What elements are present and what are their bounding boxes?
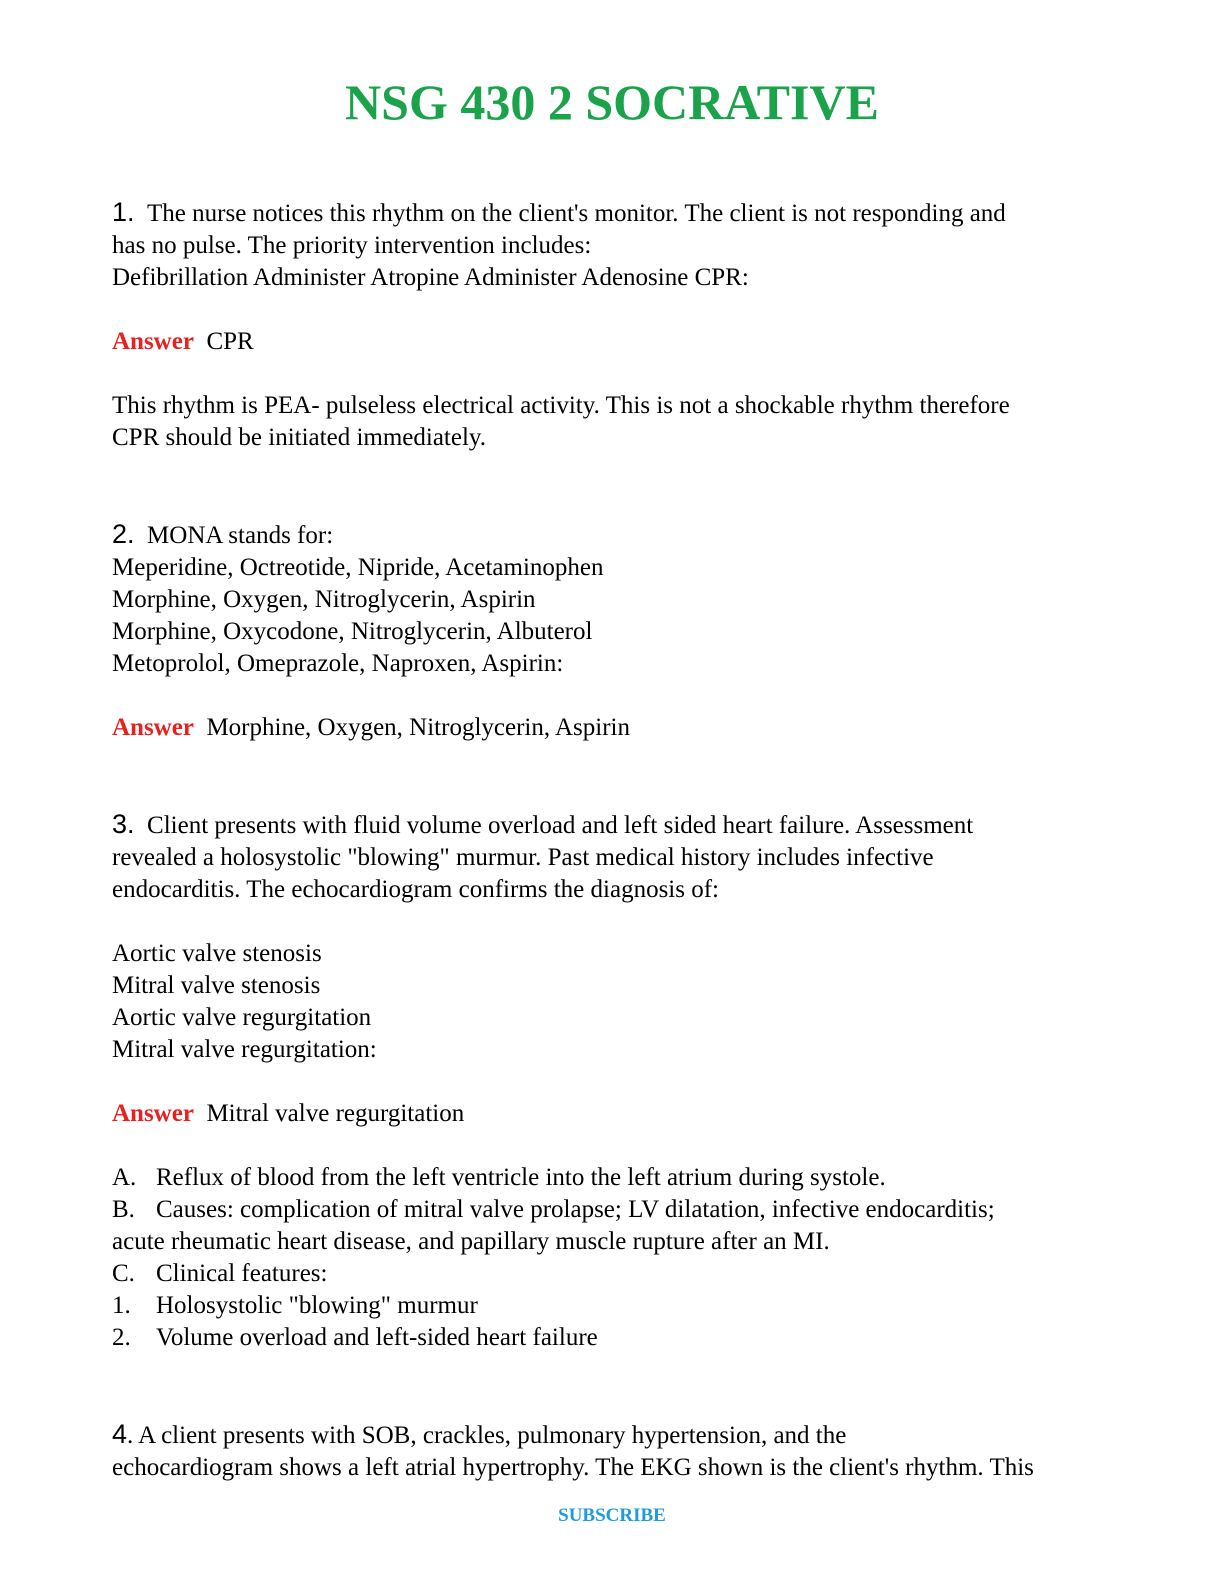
document-body	[112, 196, 1112, 1484]
option-line: Morphine, Oxycodone, Nitroglycerin, Albuterol	[112, 618, 593, 645]
explanation-text: Causes: complication of mitral valve prolapse; LV dilatation, infective endocarditis;	[156, 1196, 995, 1223]
option-line: Mitral valve regurgitation:	[112, 1036, 377, 1063]
explanation-text: acute rheumatic heart disease, and papillary muscle rupture after an MI.	[112, 1228, 830, 1255]
question-number: 2.	[112, 519, 135, 549]
explanation-text: Holosystolic "blowing" murmur	[156, 1292, 478, 1319]
explanation-item	[112, 1162, 1112, 1194]
page-title: NSG 430 2 SOCRATIVE	[345, 74, 879, 130]
option-line: Aortic valve regurgitation	[112, 1004, 372, 1031]
list-marker: B.	[112, 1196, 135, 1223]
question-text: . A client presents with SOB, crackles, pulmonary hypertension, and the	[127, 1422, 847, 1449]
answer-line	[112, 1098, 1112, 1130]
question-4	[112, 1418, 1112, 1484]
answer-line	[112, 326, 1112, 358]
question-3-line-1	[112, 808, 1112, 842]
answer-text: Morphine, Oxygen, Nitroglycerin, Aspirin	[206, 714, 630, 741]
question-1	[112, 196, 1112, 454]
option-line: Meperidine, Octreotide, Nipride, Acetaminophen	[112, 554, 604, 581]
question-1-line-2: has no pulse. The priority intervention includes:	[112, 232, 592, 259]
explanation-item	[112, 1322, 1112, 1354]
question-number: 1.	[112, 197, 135, 227]
question-4-line-2: echocardiogram shows a left atrial hypertrophy. The EKG shown is the client's rhythm. This	[112, 1454, 1034, 1481]
question-4-line-1	[112, 1418, 1112, 1452]
option-line: Morphine, Oxygen, Nitroglycerin, Aspirin	[112, 586, 536, 613]
explanation-item	[112, 1258, 1112, 1290]
subscribe-link[interactable]: SUBSCRIBE	[558, 1505, 666, 1526]
question-text: The nurse notices this rhythm on the client's monitor. The client is not responding and	[147, 200, 1006, 227]
question-1-line-1	[112, 196, 1112, 230]
answer-text: CPR	[206, 328, 254, 355]
list-marker: 1.	[112, 1292, 131, 1319]
question-3-line-2: revealed a holosystolic "blowing" murmur. Past medical history includes infective	[112, 844, 934, 871]
question-number: 3.	[112, 809, 135, 839]
answer-line	[112, 712, 1112, 744]
question-text: Client presents with fluid volume overload and left sided heart failure. Assessment	[147, 812, 974, 839]
question-number: 4	[112, 1419, 128, 1449]
option-line: Metoprolol, Omeprazole, Naproxen, Aspirin:	[112, 650, 564, 677]
explanation-item	[112, 1226, 1112, 1258]
explanation-line: This rhythm is PEA- pulseless electrical activity. This is not a shockable rhythm therefore	[112, 392, 1010, 419]
question-1-options: Defibrillation Administer Atropine Administer Adenosine CPR:	[112, 264, 749, 291]
list-marker: C.	[112, 1260, 135, 1287]
explanation-text: Clinical features:	[156, 1260, 328, 1287]
list-marker: A.	[112, 1164, 137, 1191]
explanation-text: Reflux of blood from the left ventricle into the left atrium during systole.	[156, 1164, 886, 1191]
option-line: Aortic valve stenosis	[112, 940, 322, 967]
answer-text: Mitral valve regurgitation	[206, 1100, 465, 1127]
explanation-item	[112, 1194, 1112, 1226]
explanation-text: Volume overload and left-sided heart failure	[156, 1324, 598, 1351]
question-2-line-1	[112, 518, 1112, 552]
answer-label: Answer	[112, 328, 194, 355]
list-marker: 2.	[112, 1324, 131, 1351]
answer-label: Answer	[112, 1100, 194, 1127]
explanation-item	[112, 1290, 1112, 1322]
question-3-line-3: endocarditis. The echocardiogram confirms the diagnosis of:	[112, 876, 719, 903]
question-2	[112, 518, 1112, 744]
question-3	[112, 808, 1112, 1354]
option-line: Mitral valve stenosis	[112, 972, 321, 999]
answer-label: Answer	[112, 714, 194, 741]
explanation-line: CPR should be initiated immediately.	[112, 424, 487, 451]
question-text: MONA stands for:	[147, 522, 334, 549]
